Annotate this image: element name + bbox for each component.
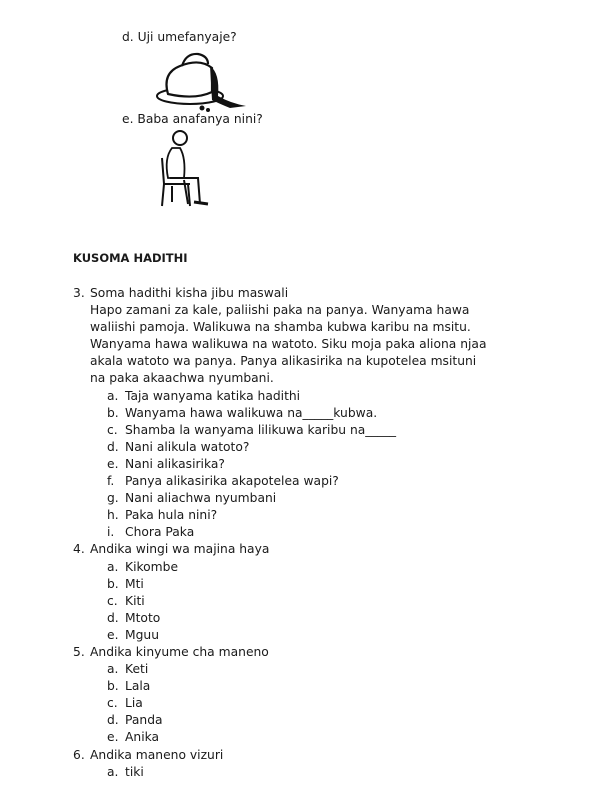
sub-question-text: Anika: [125, 730, 160, 745]
sub-question-text: Kikombe: [125, 559, 179, 574]
question-number: 4.: [73, 542, 85, 557]
question-number: 5.: [73, 644, 85, 659]
sub-question-letter: b.: [107, 576, 119, 591]
question-letter: d.: [122, 30, 134, 44]
question-number: 6.: [73, 747, 85, 762]
sub-question-text: Nani aliachwa nyumbani: [125, 491, 277, 506]
sub-question-letter: a.: [107, 764, 119, 779]
spilled-cup-picture: [150, 48, 250, 113]
sub-question-letter: e.: [107, 730, 119, 745]
sub-question-text: Wanyama hawa walikuwa na_____kubwa.: [125, 405, 378, 420]
sub-question-text: Chora Paka: [125, 525, 195, 540]
sub-question-letter: h.: [107, 508, 119, 523]
sub-question-letter: c.: [107, 696, 118, 711]
sub-question-text: Keti: [125, 662, 149, 677]
sub-question-text: Nani alikula watoto?: [125, 439, 250, 454]
sub-question-text: Mguu: [125, 627, 160, 642]
sub-question-letter: b.: [107, 405, 119, 420]
sub-question-text: tiki: [125, 764, 144, 779]
sub-question-text: Kiti: [125, 593, 145, 608]
story-line: Hapo zamani za kale, paliishi paka na panya. Wanyama hawa: [90, 303, 470, 318]
sub-question-text: Nani alikasirika?: [125, 456, 225, 471]
sub-question-text: Taja wanyama katika hadithi: [125, 388, 301, 403]
question-text: Uji umefanyaje?: [137, 30, 237, 44]
question-instruction: Andika wingi wa majina haya: [90, 542, 270, 557]
sub-question-letter: a.: [107, 662, 119, 677]
sub-question-letter: e.: [107, 456, 119, 471]
question-text: Baba anafanya nini?: [137, 112, 263, 126]
man-sitting-picture: [150, 128, 220, 210]
sub-question-text: Mti: [125, 576, 144, 591]
sub-question-text: Panya alikasirika akapotelea wapi?: [125, 474, 339, 489]
sub-question-letter: g.: [107, 491, 119, 506]
section-heading: KUSOMA HADITHI: [73, 251, 188, 265]
sub-question-letter: d.: [107, 713, 119, 728]
sub-question-letter: d.: [107, 439, 119, 454]
question-instruction: Andika maneno vizuri: [90, 747, 224, 762]
sub-question-letter: a.: [107, 388, 119, 403]
sub-question-text: Shamba la wanyama lilikuwa karibu na_____: [125, 422, 397, 437]
question-d: [122, 30, 237, 44]
story-line: na paka akaachwa nyumbani.: [90, 371, 274, 386]
question-number: 3.: [73, 286, 85, 300]
question-instruction: Andika kinyume cha maneno: [90, 644, 269, 659]
sub-question-text: Paka hula nini?: [125, 508, 218, 523]
sub-question-letter: c.: [107, 593, 118, 608]
sub-question-text: Lala: [125, 679, 151, 694]
sub-question-letter: a.: [107, 559, 119, 574]
sub-question-letter: c.: [107, 422, 118, 437]
question-letter: e.: [122, 112, 134, 126]
question-instruction: Soma hadithi kisha jibu maswali: [90, 286, 289, 300]
sub-question-letter: i.: [107, 525, 115, 540]
story-line: waliishi pamoja. Walikuwa na shamba kubwa karibu na msitu.: [90, 320, 471, 335]
sub-question-letter: f.: [107, 474, 115, 489]
story-line: Wanyama hawa walikuwa na watoto. Siku moja paka aliona njaa: [90, 337, 487, 352]
question-e: [122, 112, 263, 126]
sub-question-text: Mtoto: [125, 610, 161, 625]
story-line: akala watoto wa panya. Panya alikasirika na kupotelea msituni: [90, 354, 477, 369]
sub-question-text: Lia: [125, 696, 143, 711]
sub-question-text: Panda: [125, 713, 163, 728]
sub-question-letter: b.: [107, 679, 119, 694]
sub-question-letter: e.: [107, 627, 119, 642]
sub-question-letter: d.: [107, 610, 119, 625]
